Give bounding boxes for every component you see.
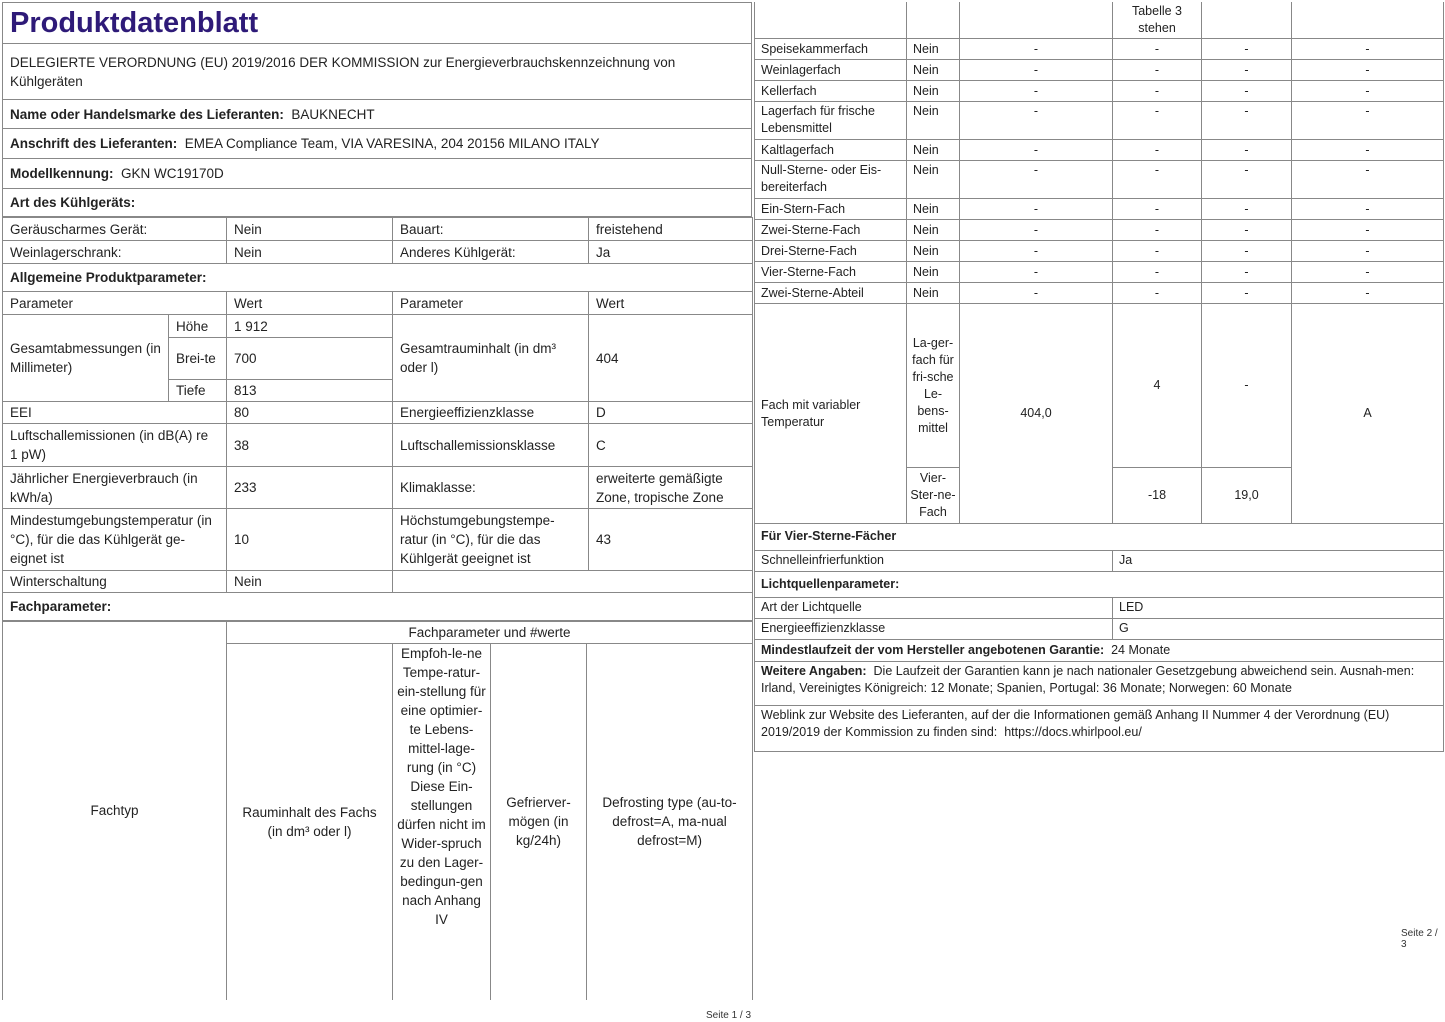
compartment-value: - xyxy=(1202,102,1292,140)
compartment-value: - xyxy=(1292,81,1444,102)
compartment-value: - xyxy=(960,161,1113,199)
max-temp-label: Höchstumgebungstempe-ratur (in °C), für die das Kühlgerät geeignet ist xyxy=(393,509,589,571)
compartment-value: - xyxy=(960,140,1113,161)
compartment-value: - xyxy=(1202,262,1292,283)
volume-label: Gesamtrauminhalt (in dm³ oder l) xyxy=(393,315,589,402)
table-row xyxy=(755,283,1444,304)
supplier-name-label: Name oder Handelsmarke des Lieferanten: xyxy=(10,106,284,122)
variable-freeze-fresh: - xyxy=(1202,304,1292,468)
warranty-row xyxy=(755,639,1444,661)
compartment-present: Nein xyxy=(907,140,960,161)
climate-value: erweiterte gemäßigte Zone, tropische Zone xyxy=(589,467,753,509)
wine-value: Nein xyxy=(227,241,393,264)
col-volume: Rauminhalt des Fachs (in dm³ oder l) xyxy=(227,644,393,1000)
variable-sub-four-star: Vier-Ster-ne-Fach xyxy=(907,468,960,524)
compartment-name: Vier-Sterne-Fach xyxy=(755,262,907,283)
energy-class-value: D xyxy=(589,402,753,424)
col-defrost: Defrosting type (au-to-defrost=A, ma-nual defrost=M) xyxy=(587,644,753,1000)
compartment-present: Nein xyxy=(907,241,960,262)
blank-head-6 xyxy=(1292,2,1444,39)
other-label: Anderes Kühlgerät: xyxy=(393,241,589,264)
compartment-value: - xyxy=(1202,220,1292,241)
table-row xyxy=(755,220,1444,241)
compartment-value: - xyxy=(960,102,1113,140)
variable-temp-four-star: -18 xyxy=(1113,468,1202,524)
climate-label: Klimaklasse: xyxy=(393,467,589,509)
compartment-value: - xyxy=(960,262,1113,283)
compartment-name: Zwei-Sterne-Fach xyxy=(755,220,907,241)
compartment-value: - xyxy=(1292,140,1444,161)
compartment-present: Nein xyxy=(907,60,960,81)
compartment-value: - xyxy=(1292,60,1444,81)
light-type-label: Art der Lichtquelle xyxy=(755,597,1113,618)
compartment-value: - xyxy=(1292,283,1444,304)
further-row xyxy=(755,661,1444,705)
light-heading: Lichtquellenparameter: xyxy=(755,571,1444,597)
header-table xyxy=(2,2,752,217)
other-value: Ja xyxy=(589,241,753,264)
right-page xyxy=(754,2,1443,758)
compartment-value: - xyxy=(1292,161,1444,199)
construction-value: freistehend xyxy=(589,218,753,241)
compartment-value: - xyxy=(1113,241,1202,262)
fast-freeze-label: Schnelleinfrierfunktion xyxy=(755,550,1113,571)
table-row xyxy=(755,161,1444,199)
compartment-present: Nein xyxy=(907,262,960,283)
compartment-value: - xyxy=(1202,161,1292,199)
compartment-heading: Fachparameter: xyxy=(3,593,753,621)
compartment-value: - xyxy=(1113,262,1202,283)
compartment-value: - xyxy=(960,81,1113,102)
width-label: Brei-te xyxy=(169,338,227,380)
compartment-name: Kellerfach xyxy=(755,81,907,102)
energy-class-label: Energieeffizienzklasse xyxy=(393,402,589,424)
compartment-value: - xyxy=(960,241,1113,262)
compartment-present: Nein xyxy=(907,81,960,102)
compartment-value: - xyxy=(1113,102,1202,140)
blank-head-2 xyxy=(907,2,960,39)
page-number-right: Seite 2 / 3 xyxy=(1401,928,1438,950)
eei-value: 80 xyxy=(227,402,393,424)
compartment-name: Kaltlagerfach xyxy=(755,140,907,161)
col-temp-b: Diese Ein-stellungen dürfen nicht im Wider-spruch zu den Lager-bedingun-gen nach Anhang IV xyxy=(397,779,486,927)
low-noise-value: Nein xyxy=(227,218,393,241)
min-temp-value: 10 xyxy=(227,509,393,571)
col-freeze: Gefrierver-mögen (in kg/24h) xyxy=(491,644,587,1000)
compartment-present: Nein xyxy=(907,161,960,199)
wine-label: Weinlagerschrank: xyxy=(3,241,227,264)
height-value: 1 912 xyxy=(227,315,393,338)
compartment-name: Drei-Sterne-Fach xyxy=(755,241,907,262)
table-row xyxy=(755,262,1444,283)
table-row xyxy=(755,241,1444,262)
supplier-name: BAUKNECHT xyxy=(291,106,375,122)
param-header-2: Parameter xyxy=(393,292,589,315)
compartment-value: - xyxy=(1202,81,1292,102)
regulation-text: DELEGIERTE VERORDNUNG (EU) 2019/2016 DER KOMMISSION zur Energieverbrauchskennzeichnung von Kühlgeräten xyxy=(3,44,752,100)
height-label: Höhe xyxy=(169,315,227,338)
table-row xyxy=(755,39,1444,60)
general-heading: Allgemeine Produktparameter: xyxy=(3,264,753,292)
compartment-value: - xyxy=(1292,39,1444,60)
compartment-value: - xyxy=(960,60,1113,81)
volume-value: 404 xyxy=(589,315,753,402)
table-row xyxy=(755,140,1444,161)
warranty-label: Mindestlaufzeit der vom Hersteller angebotenen Garantie: xyxy=(761,642,1105,657)
value-header: Wert xyxy=(227,292,393,315)
light-type-value: LED xyxy=(1113,597,1444,618)
model-row xyxy=(3,159,752,189)
table-row xyxy=(755,60,1444,81)
left-page xyxy=(2,2,752,1000)
col-temp-a: Empfoh-le-ne Tempe-ratur-ein-stellung für eine optimier-te Lebens-mittel-lage-rung (in °C) xyxy=(397,646,486,775)
supplier-name-row xyxy=(3,100,752,129)
compartment-name: Ein-Stern-Fach xyxy=(755,199,907,220)
compartment-params-header: Fachparameter und #werte xyxy=(227,622,753,644)
dimensions-label: Gesamtabmessungen (in Millimeter) xyxy=(3,315,169,402)
fast-freeze-value: Ja xyxy=(1113,550,1444,571)
warranty-value: 24 Monate xyxy=(1111,642,1171,657)
four-star-heading: Für Vier-Sterne-Fächer xyxy=(755,524,1444,550)
blank-head-5 xyxy=(1202,2,1292,39)
blank-head-3 xyxy=(960,2,1113,39)
variable-freeze-four-star: 19,0 xyxy=(1202,468,1292,524)
param-header: Parameter xyxy=(3,292,227,315)
compartment-value: - xyxy=(960,283,1113,304)
construction-label: Bauart: xyxy=(393,218,589,241)
eei-label: EEI xyxy=(3,402,227,424)
compartment-name: Speisekammerfach xyxy=(755,39,907,60)
compartment-header-table xyxy=(2,621,753,1000)
compartment-value: - xyxy=(960,199,1113,220)
compartment-name: Weinlagerfach xyxy=(755,60,907,81)
noise-value: 38 xyxy=(227,424,393,467)
further-label: Weitere Angaben: xyxy=(761,663,867,678)
further-text: Die Laufzeit der Garantien kann je nach nationaler Gesetzgebung abweichend sein. Ausnah-men: Irland, Vereinigtes Königreich: 12 Monate; Spanien, Portugal: 36 Monate; Norwegen: 60 Monate xyxy=(761,663,1415,695)
supplier-address-label: Anschrift des Lieferanten: xyxy=(10,136,178,151)
compartment-value: - xyxy=(1113,161,1202,199)
compartment-value: - xyxy=(960,39,1113,60)
compartment-value: - xyxy=(1113,39,1202,60)
compartment-present: Nein xyxy=(907,39,960,60)
noise-class-label: Luftschallemissionsklasse xyxy=(393,424,589,467)
weblink-row xyxy=(755,705,1444,751)
low-noise-label: Geräuscharmes Gerät: xyxy=(3,218,227,241)
supplier-address: EMEA Compliance Team, VIA VARESINA, 204 20156 MILANO ITALY xyxy=(184,136,600,151)
compartment-present: Nein xyxy=(907,199,960,220)
light-class-label: Energieeffizienzklasse xyxy=(755,618,1113,639)
compartment-value: - xyxy=(1113,81,1202,102)
compartment-value: - xyxy=(1202,140,1292,161)
compartment-present: Nein xyxy=(907,102,960,140)
compartment-value: - xyxy=(1113,140,1202,161)
page-number-left: Seite 1 / 3 xyxy=(706,1010,752,1021)
variable-volume: 404,0 xyxy=(960,304,1113,524)
variable-defrost: A xyxy=(1292,304,1444,524)
compartment-value: - xyxy=(960,220,1113,241)
variable-sub-fresh: La-ger-fach für fri-sche Le-bens-mittel xyxy=(907,304,960,468)
compartment-value: - xyxy=(1292,262,1444,283)
compartment-name: Lagerfach für frische Lebensmittel xyxy=(755,102,907,140)
winter-label: Winterschaltung xyxy=(3,571,227,593)
compartment-value: - xyxy=(1113,60,1202,81)
document-title: Produktdatenblatt xyxy=(3,3,752,44)
compartment-name: Null-Sterne- oder Eis-bereiterfach xyxy=(755,161,907,199)
compartment-table xyxy=(754,2,1444,524)
compartment-value: - xyxy=(1292,241,1444,262)
table-row xyxy=(755,81,1444,102)
consumption-label: Jährlicher Energieverbrauch (in kWh/a) xyxy=(3,467,227,509)
compartment-present: Nein xyxy=(907,283,960,304)
compartment-value: - xyxy=(1202,199,1292,220)
table-row xyxy=(755,102,1444,140)
model-id: GKN WC19170D xyxy=(121,166,224,181)
type-heading: Art des Kühlgeräts: xyxy=(3,189,752,217)
compartment-value: - xyxy=(1292,102,1444,140)
compartment-value: - xyxy=(1202,60,1292,81)
width-value: 700 xyxy=(227,338,393,380)
max-temp-value: 43 xyxy=(589,509,753,571)
compartment-present: Nein xyxy=(907,220,960,241)
noise-class-value: C xyxy=(589,424,753,467)
compartment-value: - xyxy=(1202,283,1292,304)
col-temp xyxy=(393,644,491,1000)
compartment-name: Zwei-Sterne-Abteil xyxy=(755,283,907,304)
min-temp-label: Mindestumgebungstemperatur (in °C), für die das Kühlgerät ge-eignet ist xyxy=(3,509,227,571)
depth-value: 813 xyxy=(227,380,393,402)
compartment-value: - xyxy=(1113,199,1202,220)
compartment-value: - xyxy=(1202,241,1292,262)
extra-table xyxy=(754,524,1444,752)
weblink-url[interactable]: https://docs.whirlpool.eu/ xyxy=(1004,724,1142,739)
model-label: Modellkennung: xyxy=(10,166,114,181)
general-params-table xyxy=(2,217,753,621)
table-row xyxy=(755,199,1444,220)
blank-head-1 xyxy=(755,2,907,39)
supplier-address-row xyxy=(3,129,752,159)
variable-row-1 xyxy=(755,304,1444,468)
compartment-value: - xyxy=(1202,39,1292,60)
col-fachtyp: Fachtyp xyxy=(3,622,227,1000)
table3-note: Tabelle 3 stehen xyxy=(1113,2,1202,39)
variable-compartment-name: Fach mit variabler Temperatur xyxy=(755,304,907,524)
compartment-value: - xyxy=(1113,220,1202,241)
winter-value: Nein xyxy=(227,571,393,593)
consumption-value: 233 xyxy=(227,467,393,509)
compartment-value: - xyxy=(1292,220,1444,241)
empty-cell xyxy=(393,571,753,593)
value-header-2: Wert xyxy=(589,292,753,315)
noise-label: Luftschallemissionen (in dB(A) re 1 pW) xyxy=(3,424,227,467)
light-class-value: G xyxy=(1113,618,1444,639)
compartment-value: - xyxy=(1292,199,1444,220)
weblink-text: Weblink zur Website des Lieferanten, auf der die Informationen gemäß Anhang II Nummer 4 der Verordnung (EU) 2019/2019 der Kommission zu finden sind: xyxy=(761,707,1390,739)
depth-label: Tiefe xyxy=(169,380,227,402)
variable-temp-fresh: 4 xyxy=(1113,304,1202,468)
compartment-value: - xyxy=(1113,283,1202,304)
